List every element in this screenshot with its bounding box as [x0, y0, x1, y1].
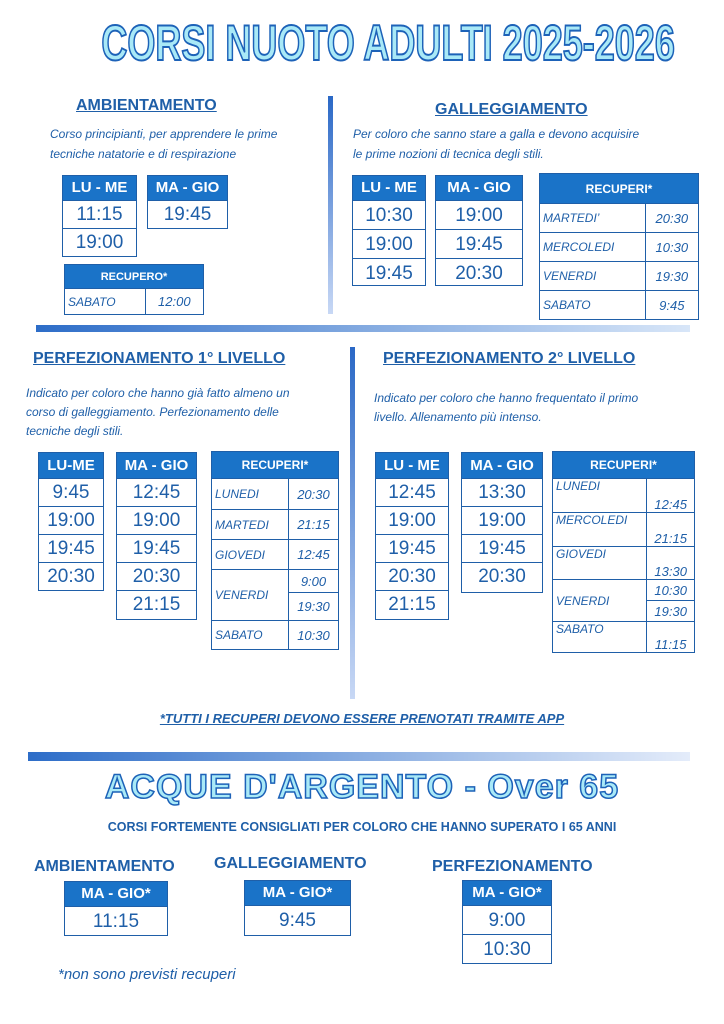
divider-horizontal-2 [28, 752, 690, 761]
ambientamento-recupero: RECUPERO* SABATO 12:00 [64, 264, 204, 315]
argento-gal-box: MA - GIO* 9:45 [244, 880, 351, 936]
booking-note: *TUTTI I RECUPERI DEVONO ESSERE PRENOTATI TRAMITE APP [159, 711, 565, 726]
ambientamento-title: AMBIENTAMENTO [76, 97, 217, 114]
argento-amb-box: MA - GIO* 11:15 [64, 881, 168, 936]
perf2-ma-gio: MA - GIO 13:30 19:00 19:45 20:30 [461, 452, 543, 593]
argento-subtitle: CORSI FORTEMENTE CONSIGLIATI PER COLORO CHE HANNO SUPERATO I 65 ANNI [107, 820, 617, 834]
argento-perf-box: MA - GIO* 9:00 10:30 [462, 880, 552, 964]
ambientamento-desc: Corso principianti, per apprendere le prime tecniche natatorie e di respirazione [50, 127, 278, 161]
perf1-title: PERFEZIONAMENTO 1° LIVELLO [33, 350, 286, 367]
galleggiamento-lu-me: LU - ME 10:30 19:00 19:45 [352, 175, 426, 286]
galleggiamento-title: GALLEGGIAMENTO [435, 101, 588, 118]
galleggiamento-recuperi: RECUPERI* MARTEDI’ 20:30 MERCOLEDI 10:30 VENERDI 19:30 SABATO 9:45 [539, 173, 699, 320]
divider-horizontal-1 [36, 325, 690, 332]
perf1-ma-gio: MA - GIO 12:45 19:00 19:45 20:30 21:15 [116, 452, 197, 620]
argento-amb-title: AMBIENTAMENTO [34, 858, 175, 875]
perf2-recuperi: RECUPERI* LUNEDI 12:45 MERCOLEDI 21:15 GIOVEDI 13:30 VENERDI 10:30 19:30 SABATO 11:15 [552, 451, 695, 653]
perf2-lu-me: LU - ME 12:45 19:00 19:45 20:30 21:15 [375, 452, 449, 620]
argento-title: ACQUE D'ARGENTO - Over 65 [104, 768, 620, 806]
page-title: CORSI NUOTO ADULTI 2025-2026 [101, 15, 675, 71]
ambientamento-lu-me: LU - ME 11:15 19:00 [62, 175, 137, 257]
perf2-desc: Indicato per coloro che hanno frequentato il primo livello. Allenamento più intenso. [374, 391, 639, 424]
galleggiamento-ma-gio: MA - GIO 19:00 19:45 20:30 [435, 175, 523, 286]
perf1-recuperi: RECUPERI* LUNEDI 20:30 MARTEDI 21:15 GIOVEDI 12:45 VENERDI 9:00 19:30 SABATO 10:30 [211, 451, 339, 650]
perf2-title: PERFEZIONAMENTO 2° LIVELLO [383, 350, 636, 367]
argento-footnote: *non sono previsti recuperi [58, 966, 236, 983]
perf1-desc: Indicato per coloro che hanno già fatto almeno un corso di galleggiamento. Perfezionamento delle tecniche degli stili. [26, 386, 290, 438]
perf1-lu-me: LU-ME 9:45 19:00 19:45 20:30 [38, 452, 104, 591]
galleggiamento-desc: Per coloro che sanno stare a galla e devono acquisire le prime nozioni di tecnica degli stili. [353, 127, 640, 161]
argento-perf-title: PERFEZIONAMENTO [432, 858, 593, 875]
ambientamento-ma-gio: MA - GIO 19:45 [147, 175, 228, 229]
argento-gal-title: GALLEGGIAMENTO [214, 855, 367, 872]
divider-vertical-top [328, 96, 333, 314]
divider-vertical-middle [350, 347, 355, 699]
